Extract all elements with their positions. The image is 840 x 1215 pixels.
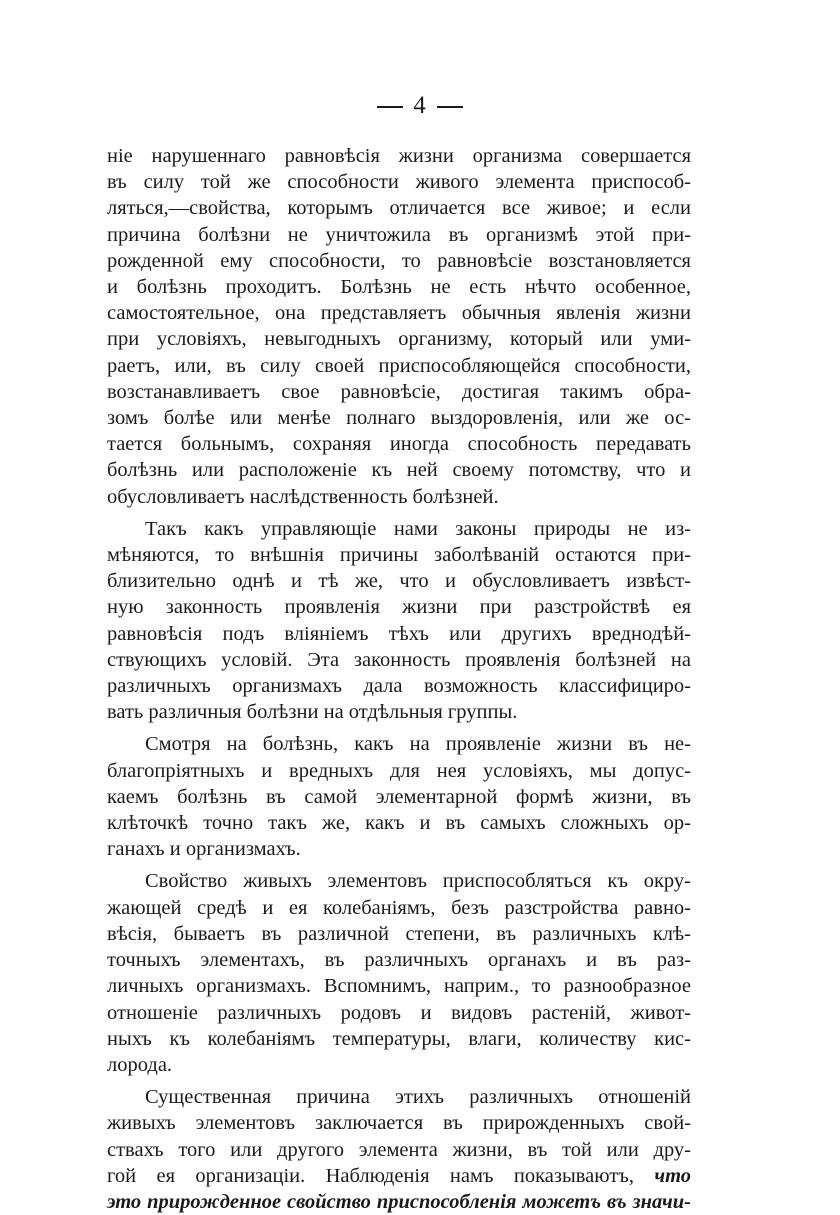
text-line: при условіяхъ, невыгодныхъ организму, который или уми- [107, 328, 691, 351]
text-line: лорода. [107, 1053, 173, 1076]
text-line: жающей средѣ и ея колебаніямъ, безъ разстройства равно- [107, 896, 691, 919]
text-line: возстанавливаетъ свое равновѣсіе, достигая такимъ обра- [107, 380, 691, 403]
text-line: ствахъ того или другого элемента жизни, въ той или дру- [107, 1138, 691, 1161]
emphasized-text-line: это прирожденное свойство приспособленія можетъ въ значи- [107, 1190, 691, 1213]
paragraph-4 [107, 868, 691, 1078]
text-line: близительно однѣ и тѣ же, что и обусловливаетъ извѣст- [107, 570, 691, 593]
text-line: Существенная причина этихъ различныхъ отношеній [145, 1086, 691, 1109]
text-line: благопріятныхъ и вредныхъ для нея условіяхъ, мы допус- [107, 759, 691, 782]
text-line: Смотря на болѣзнь, какъ на проявленіе жизни въ не- [145, 733, 691, 756]
body-text [107, 143, 691, 1215]
paragraph-3 [107, 731, 691, 862]
plain-text: гой ея организаціи. Наблюденія намъ показываютъ, [107, 1164, 655, 1187]
text-line: ніе нарушеннаго равновѣсія жизни организма совершается [107, 145, 691, 167]
header-dash-left [377, 106, 403, 108]
text-line: каемъ болѣзнь въ самой элементарной формѣ жизни, въ [107, 785, 691, 808]
text-line: ную законность проявленія жизни при разстройствѣ ея [107, 596, 691, 619]
text-line: ныхъ къ колебаніямъ температуры, влаги, количеству кис- [107, 1027, 691, 1050]
page-header [0, 92, 840, 120]
text-line: мѣняются, то внѣшнія причины заболѣваній остаются при- [107, 544, 691, 567]
paragraph-1 [107, 143, 691, 510]
text-line: и болѣзнь проходитъ. Болѣзнь не есть нѣчто особенное, [107, 276, 691, 299]
text-line: обусловливаетъ наслѣдственность болѣзней. [107, 485, 499, 508]
text-line: живыхъ элементовъ заключается въ прирожденныхъ свой- [107, 1112, 691, 1135]
text-line: вать различныя болѣзни на отдѣльныя группы. [107, 701, 518, 724]
text-line: отношеніе различныхъ родовъ и видовъ растеній, живот- [107, 1001, 691, 1024]
text-line: Свойство живыхъ элементовъ приспособляться къ окру- [145, 870, 691, 893]
text-line: болѣзнь или расположеніе къ ней своему потомству, что и [107, 459, 691, 482]
text-line: точныхъ элементахъ, въ различныхъ органахъ и въ раз- [107, 949, 691, 972]
text-line-mixed [107, 1163, 691, 1189]
text-line: вѣсія, бываетъ въ различной степени, въ различныхъ клѣ- [107, 922, 691, 945]
text-line: зомъ болѣе или менѣе полнаго выздоровленія, или же ос- [107, 407, 691, 430]
header-dash-right [437, 106, 463, 108]
text-line: раетъ, или, въ силу своей приспособляющейся способности, [107, 354, 691, 377]
emphasized-text: что [654, 1164, 691, 1187]
page-number: 4 [413, 92, 427, 119]
text-line: различныхъ организмахъ дала возможность классифициро- [107, 675, 691, 698]
paragraph-2 [107, 516, 691, 726]
text-line: причина болѣзни не уничтожила въ организмѣ этой при- [107, 223, 691, 246]
paragraph-5 [107, 1084, 691, 1215]
text-line: ствующихъ условій. Эта законность проявленія болѣзней на [107, 648, 691, 671]
text-line: клѣточкѣ точно такъ же, какъ и въ самыхъ сложныхъ ор- [107, 812, 691, 835]
text-line: тается больнымъ, сохраняя иногда способность передавать [107, 433, 691, 456]
text-line: рожденной ему способности, то равновѣсіе возстановляется [107, 249, 691, 272]
text-line: равновѣсія подъ вліяніемъ тѣхъ или другихъ вреднодѣй- [107, 622, 691, 645]
text-line: Такъ какъ управляющіе нами законы природы не из- [145, 517, 691, 540]
text-line: ляться,—свойства, которымъ отличается все живое; и если [107, 197, 691, 220]
text-line: личныхъ организмахъ. Вспомнимъ, наприм., то разнообразное [107, 975, 691, 998]
text-line: самостоятельное, она представляетъ обычныя явленія жизни [107, 302, 691, 325]
text-line: ганахъ и организмахъ. [107, 838, 301, 861]
text-line: въ силу той же способности живого элемента приспособ- [107, 171, 691, 194]
